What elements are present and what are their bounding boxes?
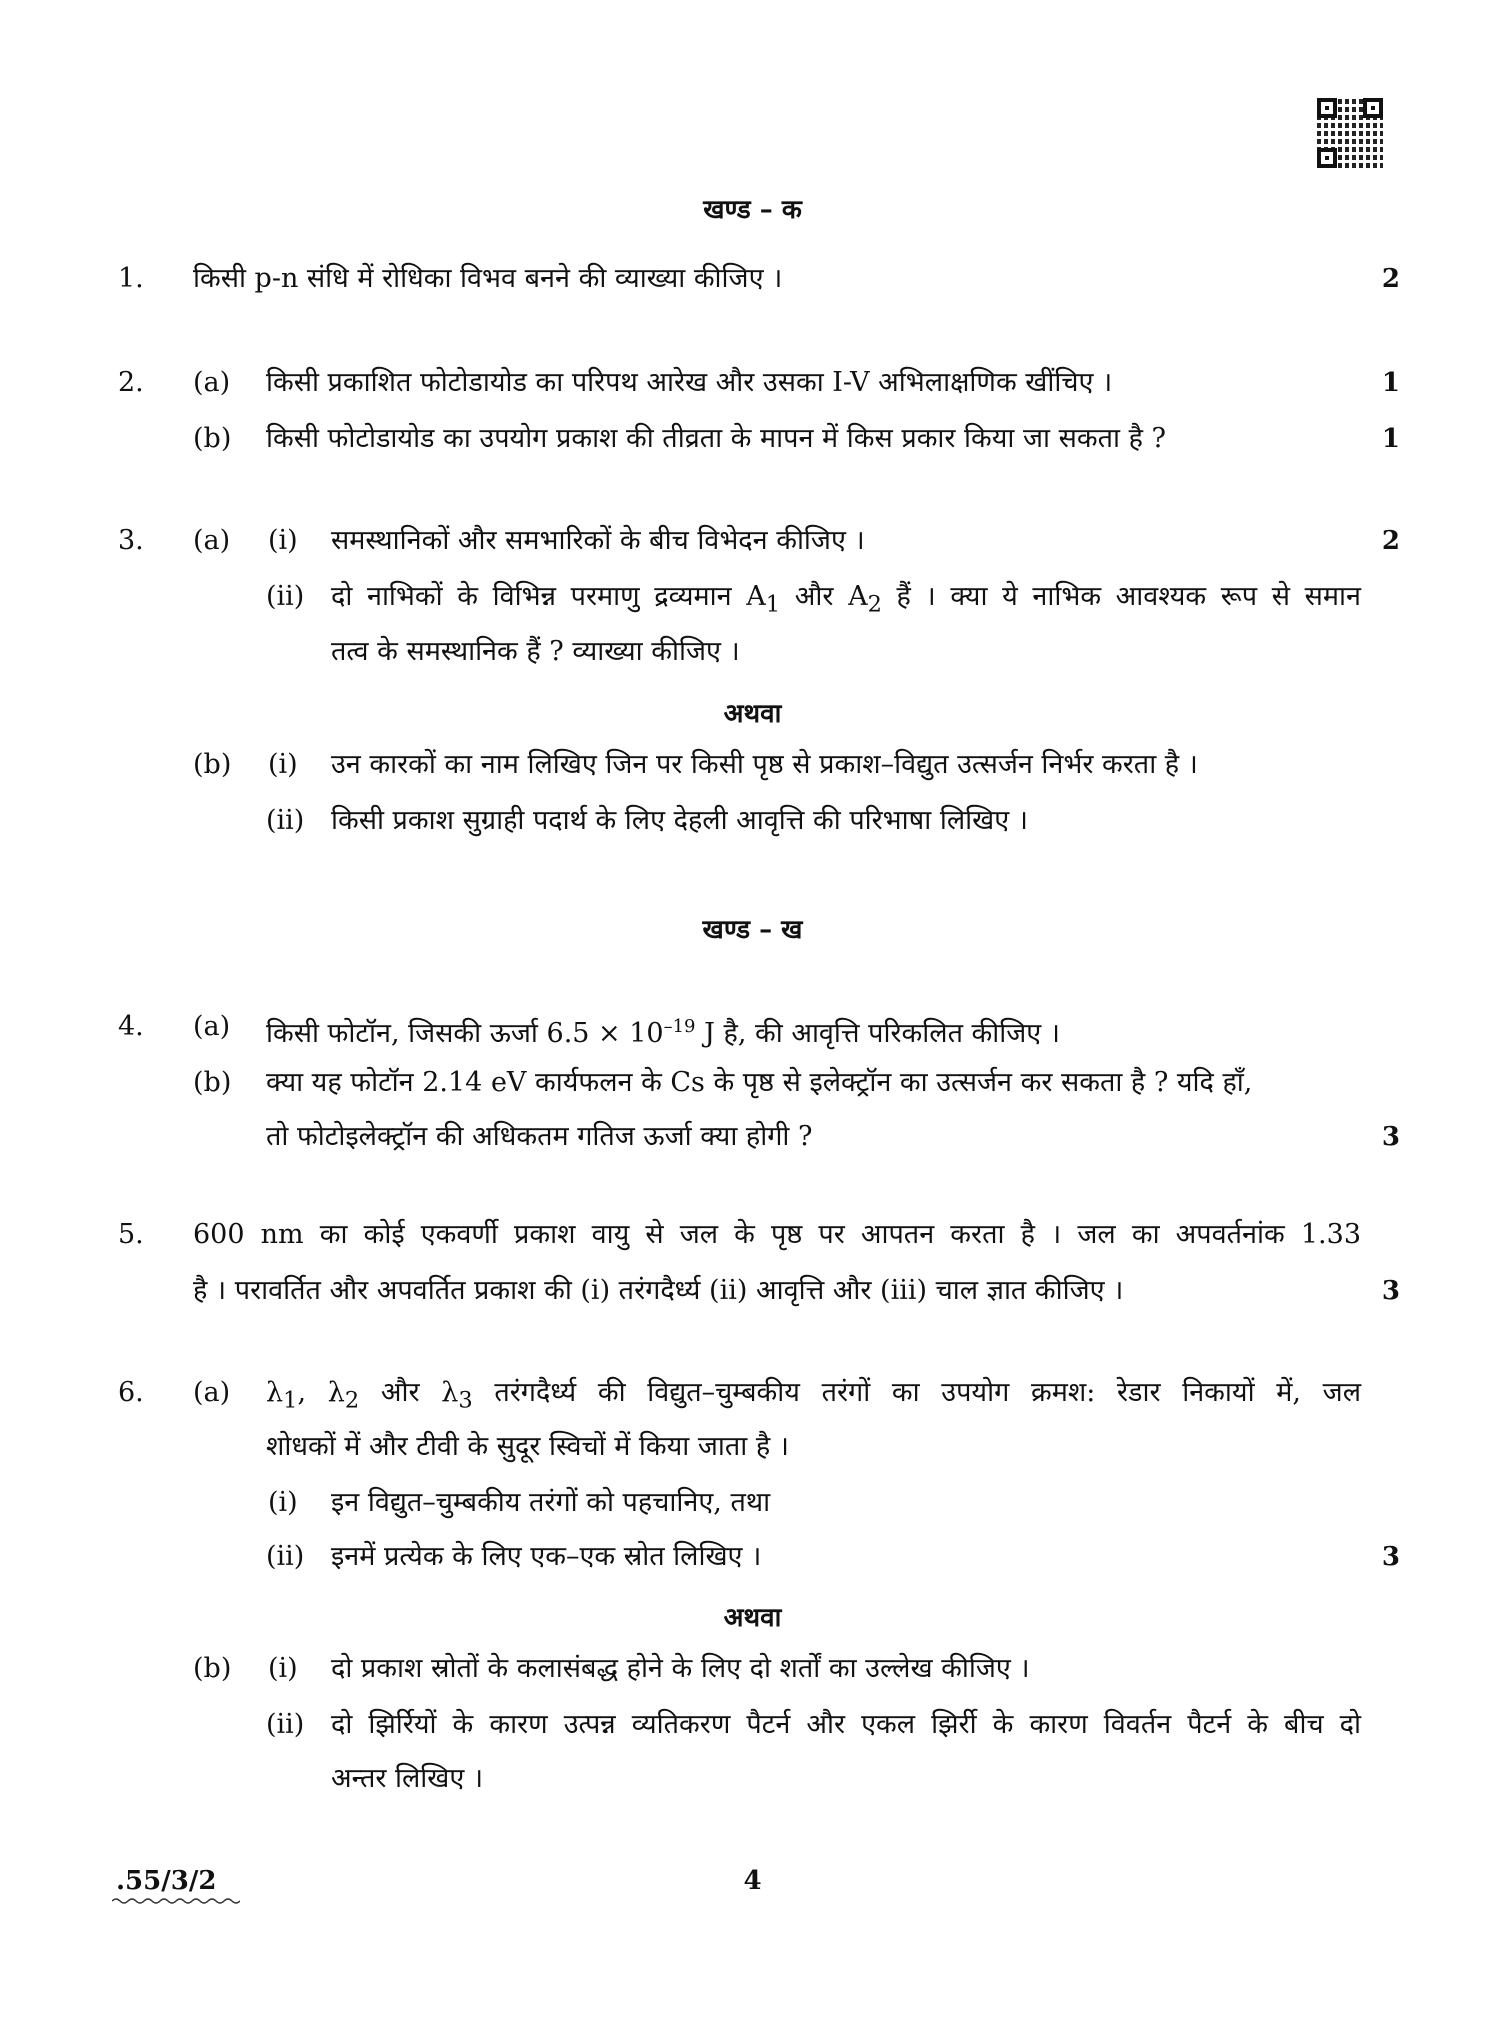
q4b-line2: तो फोटोइलेक्ट्रॉन की अधिकतम गतिज ऊर्जा क्या होगी ? bbox=[266, 1121, 813, 1152]
q6-or-label: अथवा bbox=[723, 1603, 782, 1633]
q6a-i-text: इन विद्युत–चुम्बकीय तरंगों को पहचानिए, तथा bbox=[331, 1487, 771, 1518]
q4-number: 4. bbox=[118, 1011, 144, 1042]
q5-line1: 600 nm का कोई एकवर्णी प्रकाश वायु से जल के पृष्ठ पर आपतन करता है । जल का अपवर्तनांक 1.33 bbox=[193, 1219, 1361, 1250]
q1-marks: 2 bbox=[1381, 264, 1400, 294]
q2-number: 2. bbox=[118, 367, 144, 398]
q6-number: 6. bbox=[118, 1377, 144, 1408]
q3b-i-text: उन कारकों का नाम लिखिए जिन पर किसी पृष्ठ से प्रकाश–विद्युत उत्सर्जन निर्भर करता है । bbox=[331, 749, 1198, 780]
q6a-line1: $\lambda_1$, $\lambda_2$ और $\lambda_3$ तरंगदैर्ध्य की विद्युत–चुम्बकीय तरंगों का उपयोग क्रमश: रेडार निकायों में, जल bbox=[266, 1377, 1361, 1414]
section-b-heading: खण्ड – ख bbox=[702, 915, 803, 945]
q2a-marks: 1 bbox=[1381, 368, 1400, 398]
page-number: 4 bbox=[743, 1866, 762, 1896]
q3a-ii-label: (ii) bbox=[266, 581, 305, 612]
paper-code: .55/3/2 bbox=[116, 1866, 217, 1896]
q4-marks: 3 bbox=[1381, 1122, 1400, 1152]
q6a-line2: शोधकों में और टीवी के सुदूर स्विचों में किया जाता है । bbox=[266, 1431, 790, 1462]
q3a-i-text: समस्थानिकों और समभारिकों के बीच विभेदन कीजिए । bbox=[331, 525, 865, 556]
q3a-label: (a) bbox=[193, 525, 231, 556]
q6b-ii-line1: दो झिर्रियों के कारण उत्पन्न व्यतिकरण पैटर्न और एकल झिर्री के कारण विवर्तन पैटर्न के बीच दो bbox=[331, 1709, 1361, 1740]
q3-number: 3. bbox=[118, 525, 144, 556]
q6b-ii-label: (ii) bbox=[266, 1709, 305, 1740]
q2a-text: किसी प्रकाशित फोटोडायोड का परिपथ आरेख और उसका I-V अभिलाक्षणिक खींचिए । bbox=[266, 367, 1113, 398]
q6b-label: (b) bbox=[193, 1653, 232, 1684]
q2a-label: (a) bbox=[193, 367, 231, 398]
qr-code-icon bbox=[1317, 98, 1383, 168]
q2b-text: किसी फोटोडायोड का उपयोग प्रकाश की तीव्रता के मापन में किस प्रकार किया जा सकता है ? bbox=[266, 423, 1166, 454]
q6a-ii-text: इनमें प्रत्येक के लिए एक–एक स्रोत लिखिए । bbox=[331, 1541, 762, 1572]
squiggle-underline-icon bbox=[112, 1897, 240, 1905]
section-a-heading: खण्ड – क bbox=[703, 195, 802, 225]
q6b-i-text: दो प्रकाश स्रोतों के कलासंबद्ध होने के लिए दो शर्तों का उल्लेख कीजिए । bbox=[331, 1653, 1030, 1684]
q4b-label: (b) bbox=[193, 1067, 232, 1098]
q3b-ii-text: किसी प्रकाश सुग्राही पदार्थ के लिए देहली आवृत्ति की परिभाषा लिखिए । bbox=[331, 805, 1028, 836]
q4b-line1: क्या यह फोटॉन 2.14 eV कार्यफलन के Cs के पृष्ठ से इलेक्ट्रॉन का उत्सर्जन कर सकता है ? यदि हाँ, bbox=[266, 1067, 1253, 1098]
q3b-ii-label: (ii) bbox=[266, 805, 305, 836]
q6a-ii-label: (ii) bbox=[266, 1541, 305, 1572]
q3a-ii-line1: दो नाभिकों के विभिन्न परमाणु द्रव्यमान $A_1$ और $A_2$ हैं । क्या ये नाभिक आवश्यक रूप से समान bbox=[331, 581, 1361, 618]
q3a-ii-line2: तत्व के समस्थानिक हैं ? व्याख्या कीजिए । bbox=[331, 636, 740, 667]
q3b-label: (b) bbox=[193, 749, 232, 780]
q6a-label: (a) bbox=[193, 1377, 231, 1408]
q2b-label: (b) bbox=[193, 423, 232, 454]
q4a-text: किसी फोटॉन, जिसकी ऊर्जा $6.5 \times 10^{-19}$ J है, की आवृत्ति परिकलित कीजिए । bbox=[266, 1016, 1061, 1049]
q5-line2: है । परावर्तित और अपवर्तित प्रकाश की (i) तरंगदैर्ध्य (ii) आवृत्ति और (iii) चाल ज्ञात कीजिए । bbox=[193, 1275, 1124, 1306]
q6a-i-label: (i) bbox=[268, 1487, 298, 1518]
q5-number: 5. bbox=[118, 1219, 144, 1250]
q3b-i-label: (i) bbox=[268, 749, 298, 780]
q3a-i-label: (i) bbox=[268, 525, 298, 556]
q3-or-label: अथवा bbox=[723, 699, 782, 729]
q4a-label: (a) bbox=[193, 1011, 231, 1042]
q2b-marks: 1 bbox=[1381, 424, 1400, 454]
q5-marks: 3 bbox=[1381, 1276, 1400, 1306]
q3a-i-marks: 2 bbox=[1381, 526, 1400, 556]
q1-text: किसी p-n संधि में रोधिका विभव बनने की व्याख्या कीजिए । bbox=[193, 263, 783, 294]
q6b-i-label: (i) bbox=[268, 1653, 298, 1684]
q6-marks: 3 bbox=[1381, 1542, 1400, 1572]
q1-number: 1. bbox=[118, 263, 144, 294]
q6b-ii-line2: अन्तर लिखिए । bbox=[331, 1763, 484, 1794]
